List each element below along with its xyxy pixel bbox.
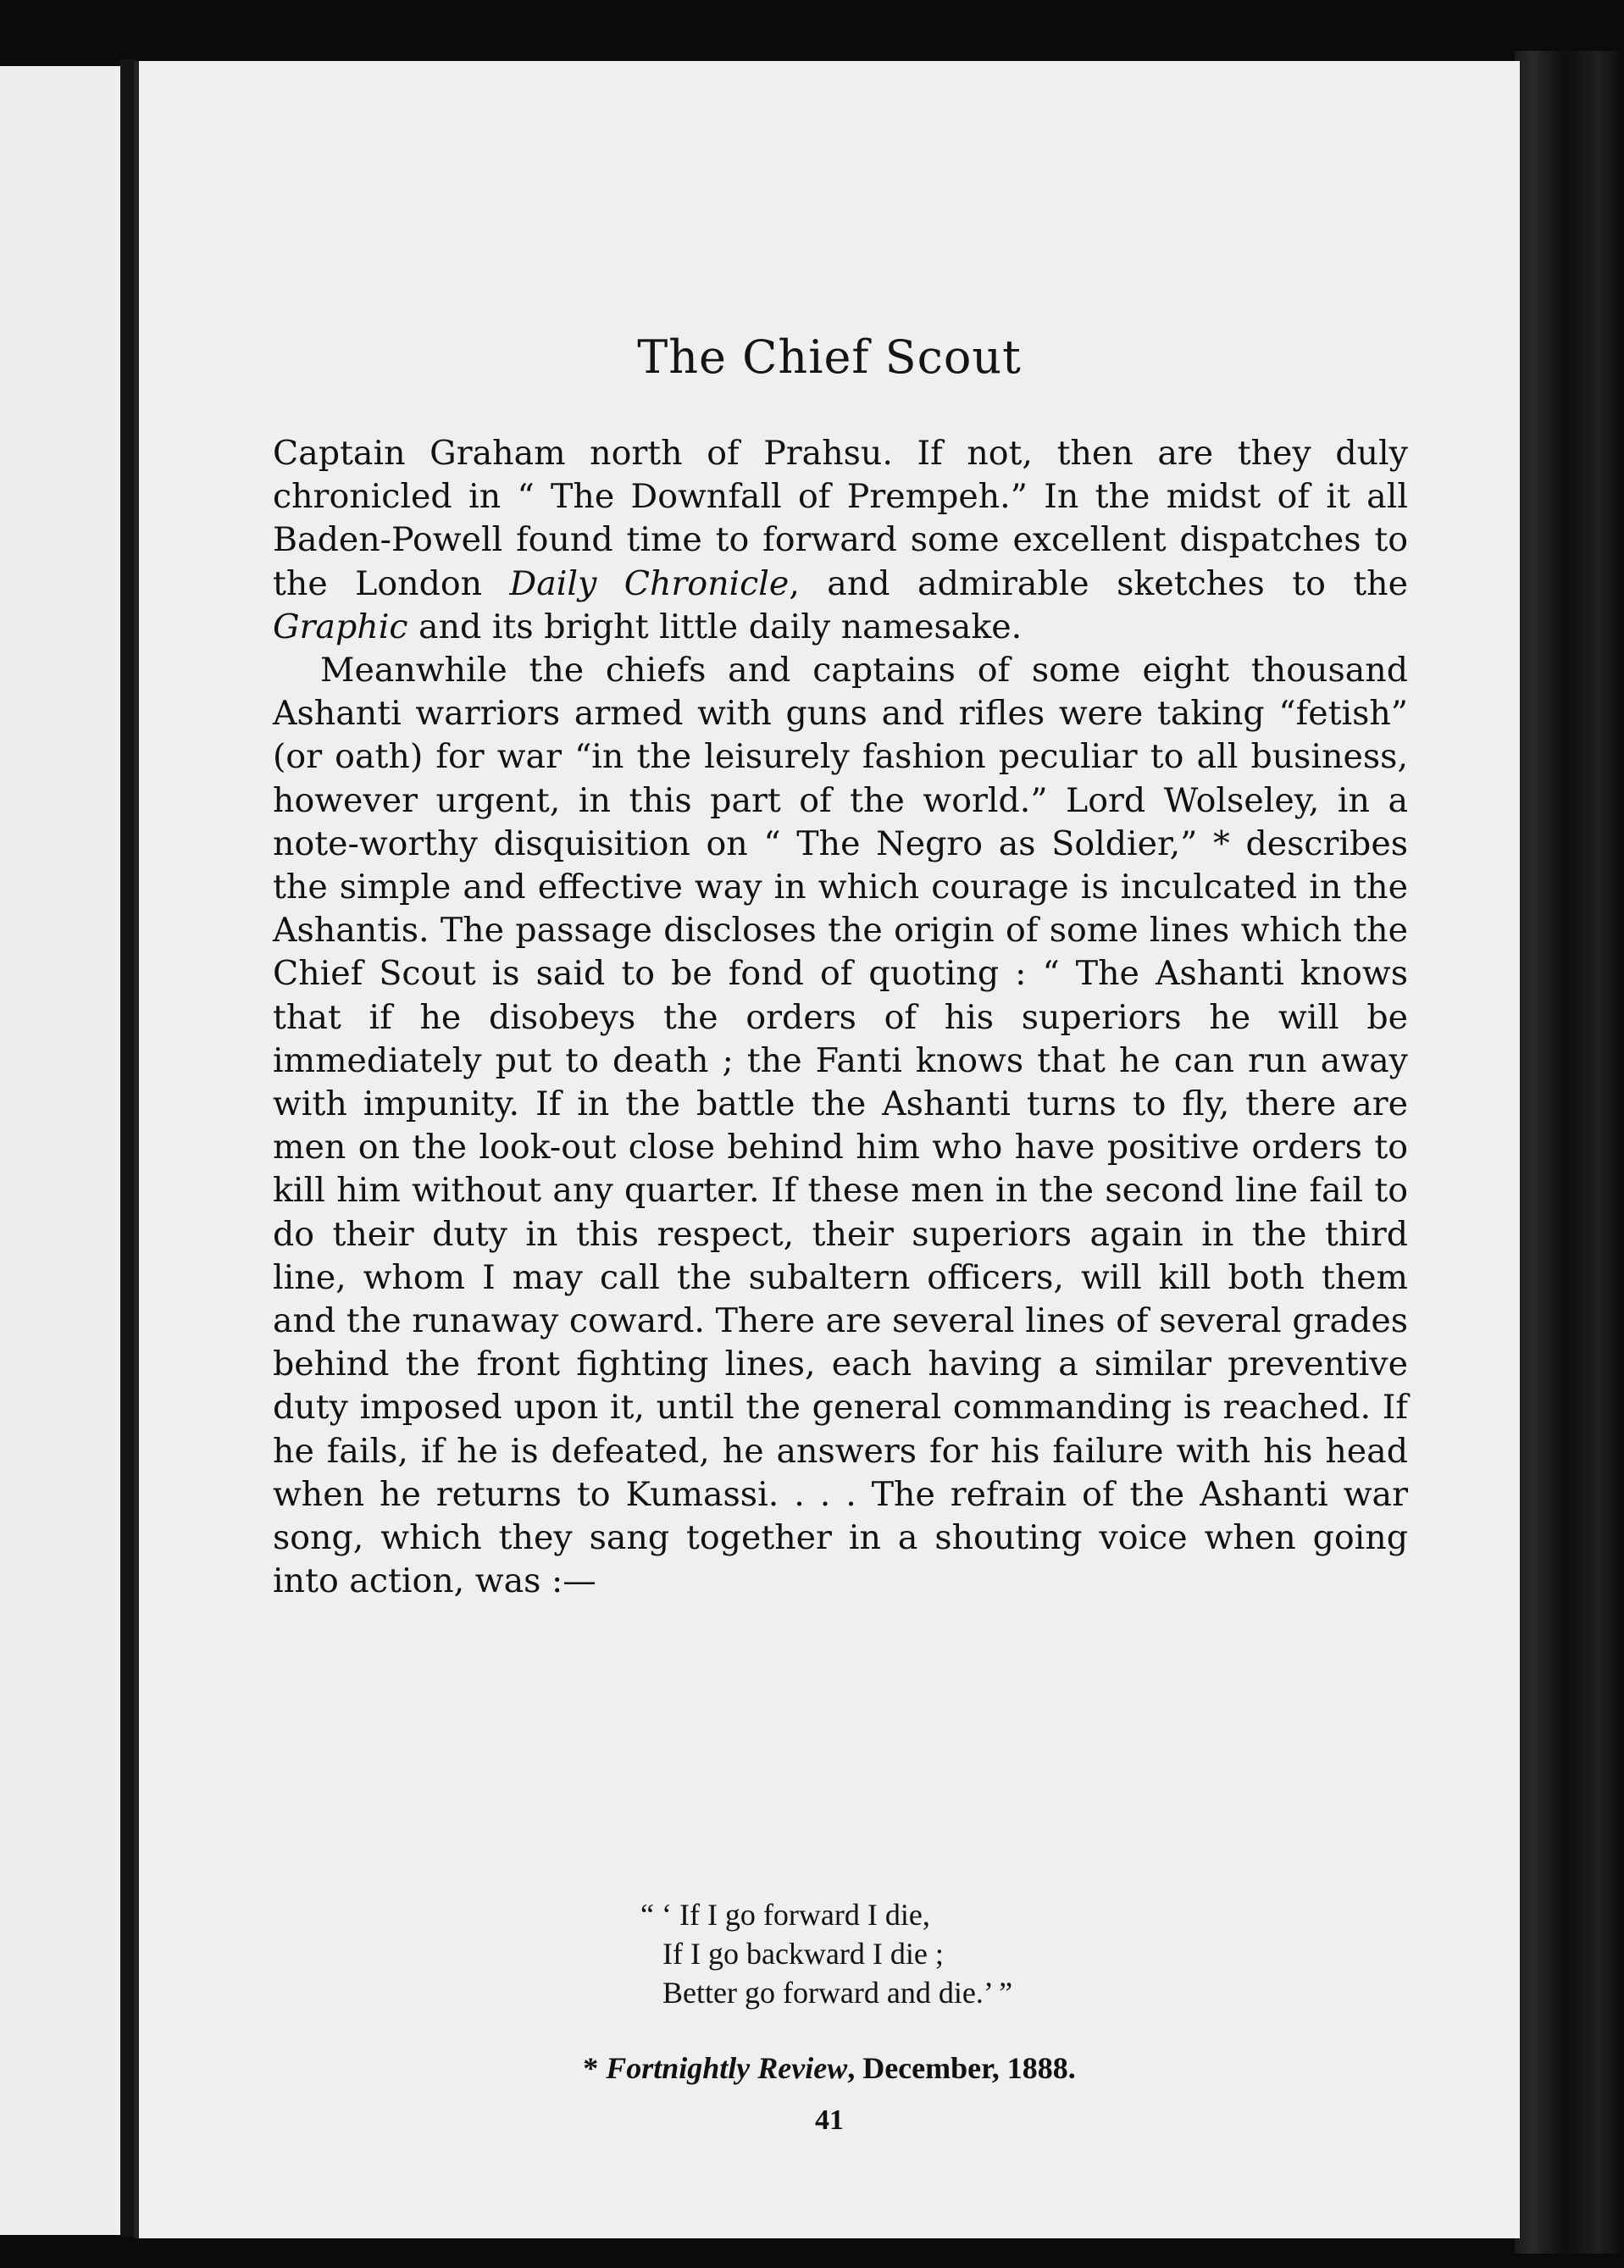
footnote-rest: , December, 1888. <box>847 2051 1076 2085</box>
verse-line: Better go forward and die.’ ” <box>662 1976 1013 2010</box>
page-number: 41 <box>815 2104 844 2136</box>
footnote-source: Fortnightly Review <box>606 2051 848 2085</box>
running-head: The Chief Scout <box>637 330 1022 384</box>
book-page-edges <box>1515 51 1624 2254</box>
book-page <box>134 61 1520 2238</box>
italic-title: Graphic <box>273 607 408 646</box>
footnote-marker: * <box>583 2051 607 2085</box>
footnote <box>139 2050 1520 2086</box>
facing-page-edge <box>0 66 120 2235</box>
verse-quote <box>640 1895 1012 2012</box>
verse-line: “ ‘ If I go forward I die, <box>640 1898 930 1932</box>
paragraph <box>273 432 1408 649</box>
body-text <box>273 432 1408 1603</box>
text-run: Meanwhile the chiefs and captains of some eight thousand Ashanti warriors armed with guns and rifles were taking “fetish” (or oath) for war “in the leisurely fashion peculiar to all business, however urgent, in this part of the world.” Lord Wolseley, in a note-worthy disquisition on “ The Negro as Soldier,” * describes the simple and effective way in which courage is inculcated in the Ashantis. The passage discloses the origin of some lines which the Chief Scout is said to be fond of quoting : “ The Ashanti knows that if he disobeys the orders of his superiors he will be immediately put to death ; the Fanti knows that he can run away with impunity. If in the battle the Ashanti turns to fly, there are men on the look-out close behind him who have positive orders to kill him without any quarter. If these men in the second line fail to do their duty in this respect, their superiors again in the third line, whom I may call the subaltern officers, will kill both them and the runaway coward. There are several lines of several grades behind the front fighting lines, each having a similar preventive duty imposed upon it, until the general commanding is reached. If he fails, if he is defeated, he answers for his failure with his head when he returns to Kumassi. . . . The refrain of the Ashanti war song, which they sang together in a shouting voice when going into action, was :— <box>273 651 1408 1601</box>
text-run: , and admirable sketches to the <box>789 563 1408 603</box>
paragraph <box>273 649 1408 1603</box>
italic-title: Daily Chronicle <box>509 563 790 603</box>
text-run: Captain Graham north of Prahsu. If not, then are they duly chronicled in “ The Downfall of Prempeh.” In the midst of it all Baden-Powell found time to forward some excellent dispatches to the London <box>273 434 1408 603</box>
verse-line: If I go backward I die ; <box>662 1937 944 1971</box>
text-run: and its bright little daily namesake. <box>407 607 1023 646</box>
